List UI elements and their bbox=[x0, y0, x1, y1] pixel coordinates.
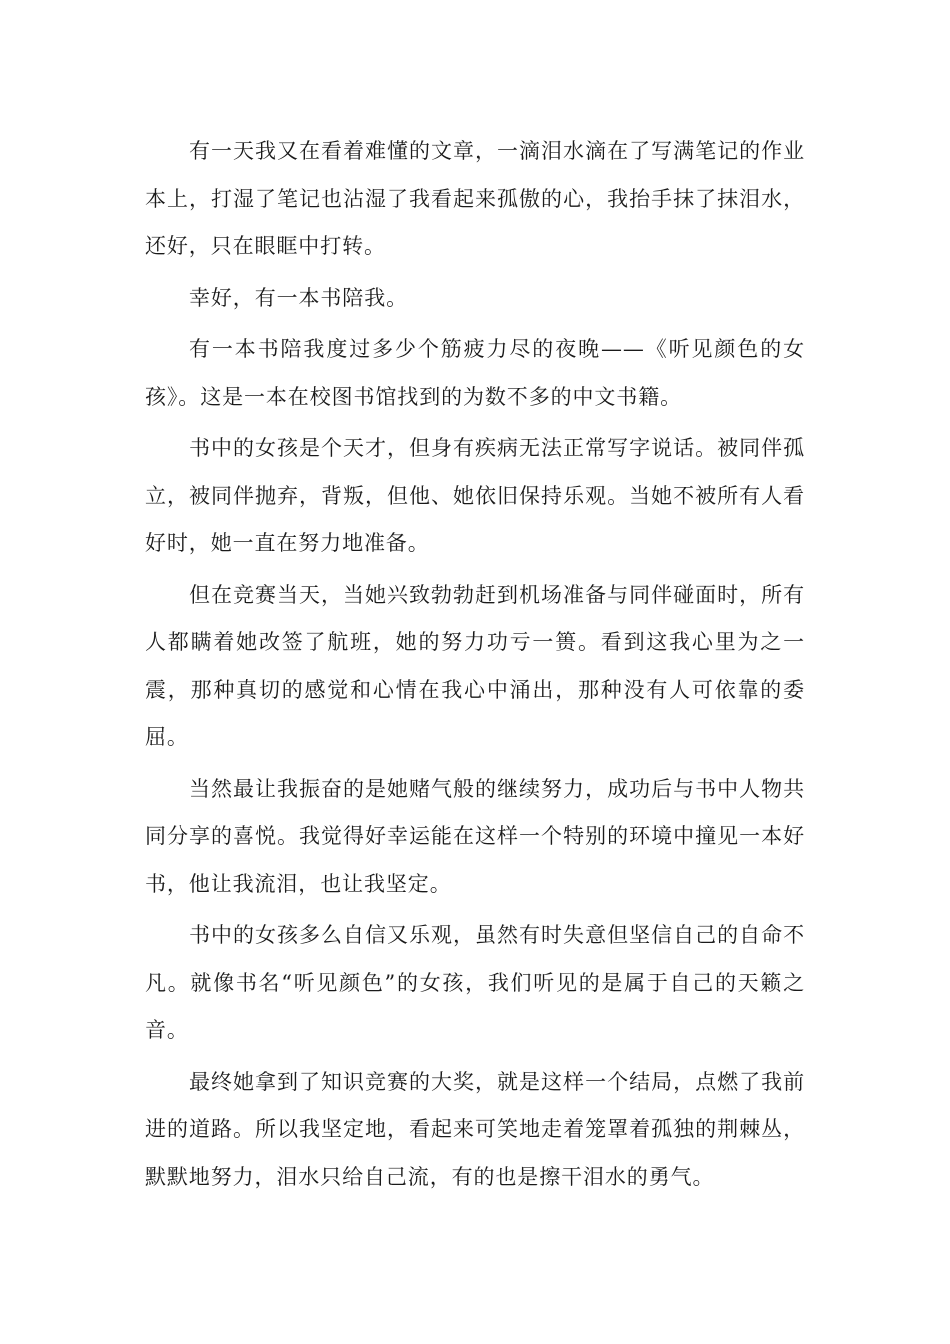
paragraph-7: 书中的女孩多么自信又乐观，虽然有时失意但坚信自己的自命不凡。就像书名“听见颜色”的女孩，我们听见的是属于自己的天籁之音。 bbox=[145, 923, 805, 1042]
paragraph-4: 书中的女孩是个天才，但身有疾病无法正常写字说话。被同伴孤立，被同伴抛弃，背叛，但他、她依旧保持乐观。当她不被所有人看好时，她一直在努力地准备。 bbox=[145, 436, 805, 555]
paragraph-1: 有一天我又在看着难懂的文章，一滴泪水滴在了写满笔记的作业本上，打湿了笔记也沾湿了我看起来孤傲的心，我抬手抹了抹泪水，还好，只在眼眶中打转。 bbox=[145, 139, 805, 258]
paragraph-8: 最终她拿到了知识竞赛的大奖，就是这样一个结局，点燃了我前进的道路。所以我坚定地，看起来可笑地走着笼罩着孤独的荆棘丛，默默地努力，泪水只给自己流，有的也是擦干泪水的勇气。 bbox=[145, 1069, 805, 1189]
paragraph-3: 有一本书陪我度过多少个筋疲力尽的夜晚——《听见颜色的女孩》。这是一本在校图书馆找到的为数不多的中文书籍。 bbox=[145, 337, 805, 409]
paragraph-2: 幸好，有一本书陪我。 bbox=[189, 285, 408, 310]
document-body bbox=[145, 128, 805, 1205]
paragraph-6: 当然最让我振奋的是她赌气般的继续努力，成功后与书中人物共同分享的喜悦。我觉得好幸运能在这样一个特别的环境中撞见一本好书，他让我流泪，也让我坚定。 bbox=[145, 776, 805, 896]
paragraph-5: 但在竞赛当天，当她兴致勃勃赶到机场准备与同伴碰面时，所有人都瞒着她改签了航班，她的努力功亏一篑。看到这我心里为之一震，那种真切的感觉和心情在我心中涌出，那种没有人可依靠的委屈。 bbox=[145, 582, 805, 749]
